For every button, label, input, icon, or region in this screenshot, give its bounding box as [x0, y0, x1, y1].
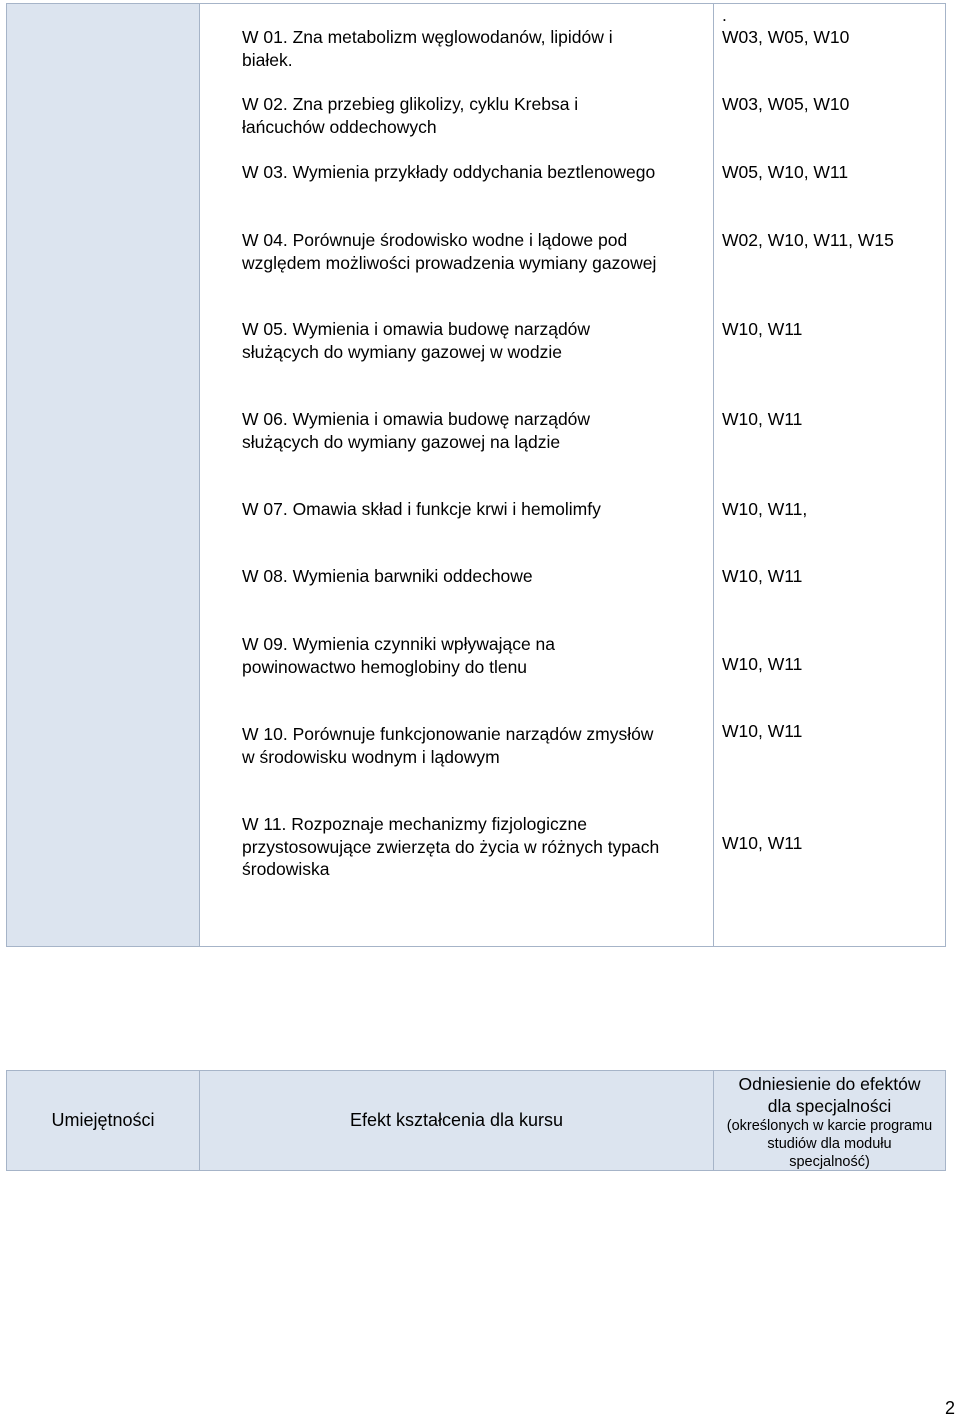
reference-w07: W10, W11,	[722, 499, 808, 519]
outcome-w05-line2: służących do wymiany gazowej w wodzie	[242, 342, 562, 362]
outcome-w08-line1: W 08. Wymienia barwniki oddechowe	[242, 566, 533, 586]
outcome-w09-line2: powinowactwo hemoglobiny do tlenu	[242, 657, 528, 677]
reference-w01-dot: .	[722, 5, 727, 25]
outcome-w04-line2: względem możliwości prowadzenia wymiany gazowej	[242, 253, 657, 273]
specialty-reference-line4: studiów dla modułu	[767, 1136, 892, 1152]
specialty-reference-line1: Odniesienie do efektów	[738, 1074, 921, 1094]
reference-w10: W10, W11	[722, 721, 803, 741]
skills-header-table	[6, 1070, 946, 1171]
course-effect-header-cell: Efekt kształcenia dla kursu	[200, 1071, 714, 1170]
outcome-w06-line2: służących do wymiany gazowej na lądzie	[242, 432, 561, 452]
reference-w02: W03, W05, W10	[722, 94, 850, 114]
reference-w01: W03, W05, W10	[722, 27, 850, 47]
outcome-w04-line1: W 04. Porównuje środowisko wodne i lądowe pod	[242, 230, 628, 250]
outcome-w06-line1: W 06. Wymienia i omawia budowę narządów	[242, 409, 591, 429]
outcome-w01-line2: białek.	[242, 50, 293, 70]
specialty-reference-line5: specjalność)	[789, 1154, 870, 1170]
outcome-w02-line2: łańcuchów oddechowych	[242, 117, 437, 137]
page-number: 2	[945, 1398, 956, 1418]
category-column	[7, 4, 200, 946]
skills-header-cell: Umiejętności	[7, 1071, 200, 1170]
outcome-w11-line2: przystosowujące zwierzęta do życia w różnych typach	[242, 837, 660, 857]
reference-w08: W10, W11	[722, 566, 803, 586]
outcome-w07-line1: W 07. Omawia skład i funkcje krwi i hemolimfy	[242, 499, 601, 519]
reference-w09: W10, W11	[722, 654, 803, 674]
outcome-w11-line3: środowiska	[242, 859, 330, 879]
reference-w04: W02, W10, W11, W15	[722, 230, 894, 250]
reference-w03: W05, W10, W11	[722, 162, 849, 182]
outcome-w05-line1: W 05. Wymienia i omawia budowę narządów	[242, 319, 591, 339]
outcome-w11-line1: W 11. Rozpoznaje mechanizmy fizjologiczne	[242, 814, 587, 834]
outcome-w09-line1: W 09. Wymienia czynniki wpływające na	[242, 634, 556, 654]
outcome-w10-line2: w środowisku wodnym i lądowym	[242, 747, 500, 767]
outcome-w03-line1: W 03. Wymienia przykłady oddychania beztlenowego	[242, 162, 656, 182]
specialty-reference-header-cell	[714, 1071, 945, 1170]
reference-w05: W10, W11	[722, 319, 803, 339]
learning-outcomes-table	[6, 3, 946, 947]
reference-w06: W10, W11	[722, 409, 803, 429]
outcome-w10-line1: W 10. Porównuje funkcjonowanie narządów zmysłów	[242, 724, 654, 744]
outcome-w02-line1: W 02. Zna przebieg glikolizy, cyklu Krebsa i	[242, 94, 579, 114]
specialty-reference-line2: dla specjalności	[767, 1096, 892, 1116]
specialty-reference-line3: (określonych w karcie programu	[726, 1118, 933, 1134]
reference-w11: W10, W11	[722, 833, 803, 853]
outcome-column	[200, 4, 714, 946]
outcome-w01-line1: W 01. Zna metabolizm węglowodanów, lipidów i	[242, 27, 613, 47]
